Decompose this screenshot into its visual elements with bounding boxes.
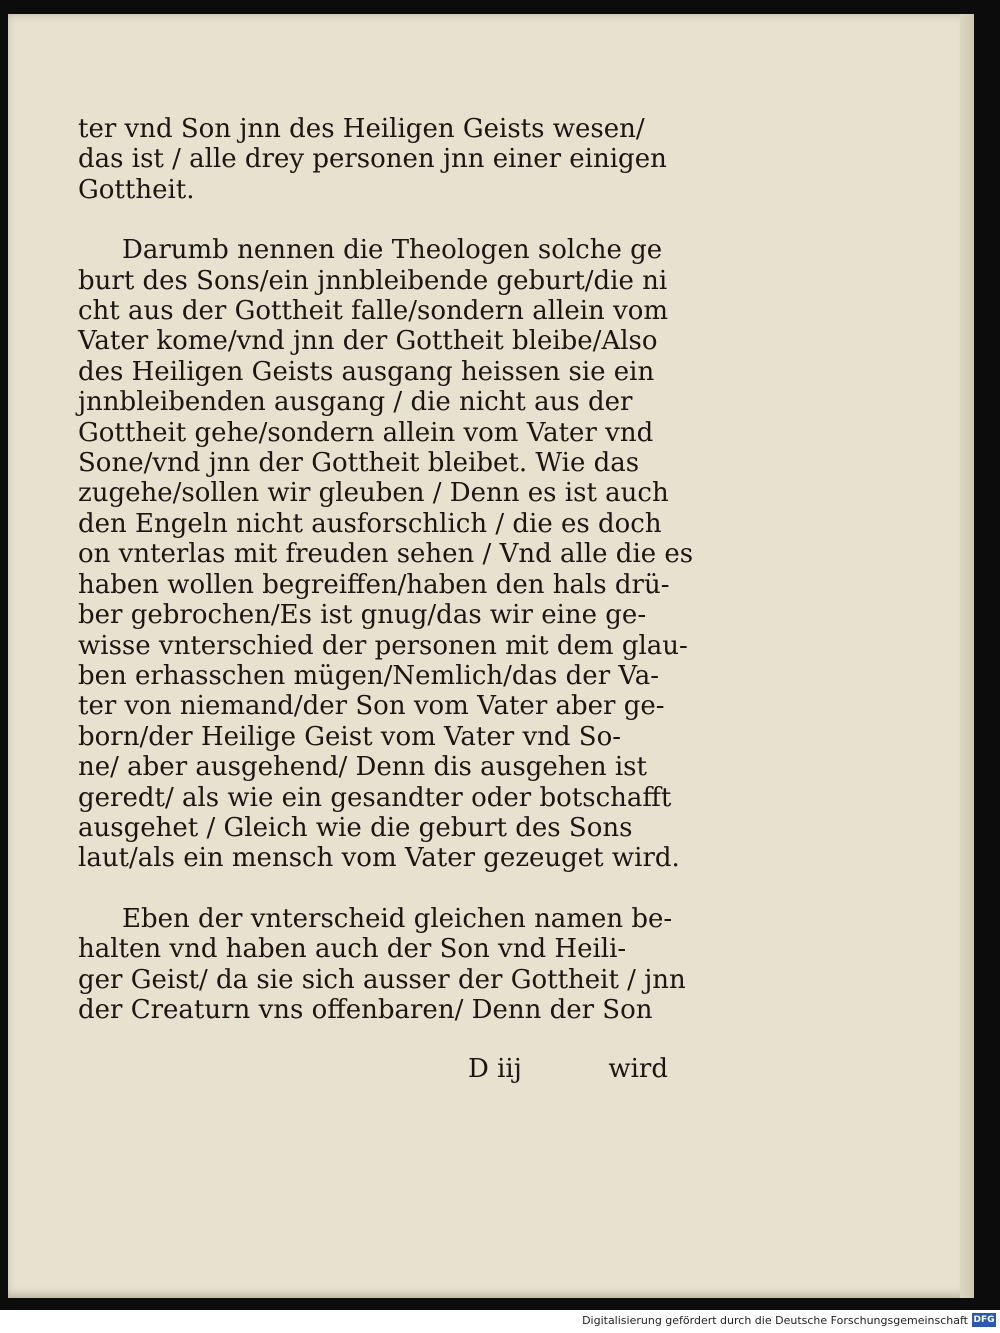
text-line: ger Geist/ da sie sich ausser der Gottheit / jnn: [78, 964, 686, 995]
text-line: ausgehet / Gleich wie die geburt des Sons: [78, 812, 633, 843]
dfg-logo-icon: DFG: [973, 1315, 995, 1325]
funding-credit: Digitalisierung gefördert durch die Deutsche Forschungsgemeinschaft: [582, 1314, 968, 1327]
text-line: laut/als ein mensch vom Vater gezeuget wird.: [78, 843, 680, 874]
text-line: ben erhasschen mügen/Nemlich/das der Va-: [78, 660, 660, 691]
paragraph-1: [78, 114, 678, 205]
text-line: ne/ aber ausgehend/ Denn dis ausgehen ist: [78, 752, 647, 783]
text-line: burt des Sons/ein jnnbleibende geburt/die ni: [78, 265, 668, 296]
text-line: ber gebrochen/Es ist gnug/das wir eine ge-: [78, 600, 647, 631]
text-line: zugehe/sollen wir gleuben / Denn es ist auch: [78, 478, 669, 509]
text-line: haben wollen begreiffen/haben den hals drü-: [78, 569, 670, 600]
signature-mark: D iij: [468, 1054, 522, 1084]
book-page: [8, 14, 974, 1298]
text-line: Gottheit.: [78, 174, 195, 205]
text-line: der Creaturn vns offenbaren/ Denn der Son: [78, 994, 653, 1025]
text-line: Vater kome/vnd jnn der Gottheit bleibe/Also: [78, 326, 658, 357]
text-line: jnnbleibenden ausgang / die nicht aus der: [78, 387, 633, 418]
text-line: Sone/vnd jnn der Gottheit bleibet. Wie das: [78, 448, 640, 479]
text-line: Eben der vnterscheid gleichen namen be-: [122, 903, 673, 934]
paragraph-3: [78, 903, 686, 1026]
text-line: ter von niemand/der Son vom Vater aber ge-: [78, 691, 665, 722]
text-line: geredt/ als wie ein gesandter oder botschafft: [78, 782, 672, 813]
footer-bar: [0, 1310, 1000, 1333]
catchword: wird: [608, 1054, 668, 1084]
text-line: das ist / alle drey personen jnn einer einigen: [78, 144, 667, 175]
text-line: ter vnd Son jnn des Heiligen Geists wesen/: [78, 114, 645, 144]
text-line: wisse vnterschied der personen mit dem glau-: [78, 630, 688, 661]
page-bottom-line: [468, 1054, 668, 1086]
page-text: [78, 114, 694, 1055]
text-line: den Engeln nicht ausforschlich / die es doch: [78, 508, 662, 539]
text-line: born/der Heilige Geist vom Vater vnd So-: [78, 721, 622, 752]
text-line: cht aus der Gottheit falle/sondern allein vom: [78, 296, 669, 327]
paragraph-2: [78, 235, 694, 874]
text-line: halten vnd haben auch der Son vnd Heili-: [78, 934, 627, 965]
page-edge-shadow: [960, 14, 974, 1298]
text-line: Darumb nennen die Theologen solche ge: [122, 235, 663, 266]
text-line: on vnterlas mit freuden sehen / Vnd alle die es: [78, 539, 694, 570]
text-line: des Heiligen Geists ausgang heissen sie ein: [78, 356, 655, 387]
text-line: Gottheit gehe/sondern allein vom Vater vnd: [78, 417, 654, 448]
